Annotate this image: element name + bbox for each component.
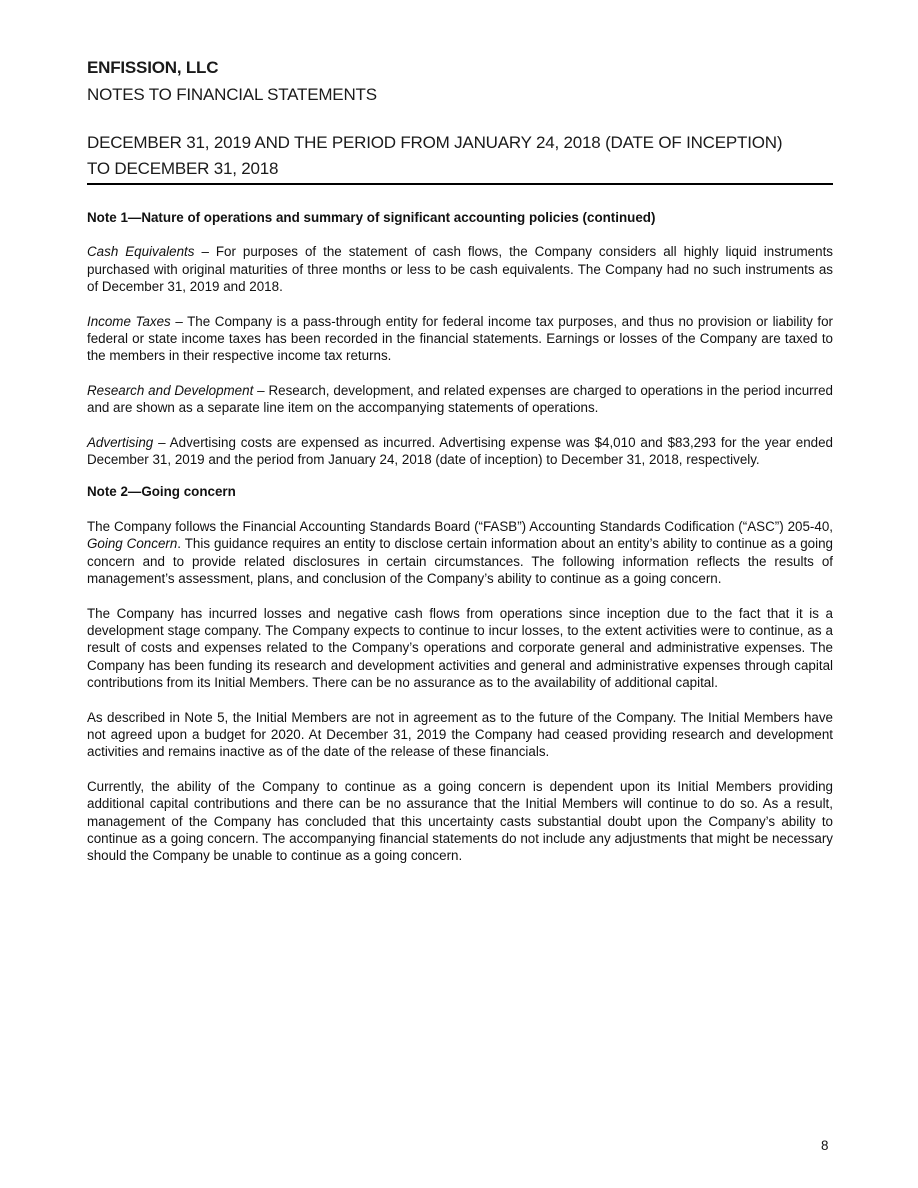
paragraph-research-development: [87, 382, 833, 417]
paragraph-income-taxes: [87, 313, 833, 365]
term-research-development: Research and Development: [87, 382, 254, 398]
text-going-concern-1b: . This guidance requires an entity to disclose certain information about an entity’s ability to continue as a going concern and to provide related disclosures in certain circumstances. The following information reflects the results of management’s assessment, plans, and conclusion of the Company’s ability to continue as a going concern.: [87, 536, 833, 587]
paragraph-going-concern-3: As described in Note 5, the Initial Members are not in agreement as to the future of the Company. The Initial Members have not agreed upon a budget for 2020. At December 31, 2019 the Company had ceased providing research and development activities and remains inactive as of the date of the release of these financials.: [87, 709, 833, 760]
paragraph-going-concern-4: Currently, the ability of the Company to continue as a going concern is dependent upon its Initial Members providing additional capital contributions and there can be no assurance that the Initial Members will continue to do so. As a result, management of the Company has concluded that this uncertainty casts substantial doubt upon the Company’s ability to continue as a going concern. The accompanying financial statements do not include any adjustments that might be necessary should the Company be unable to continue as a going concern.: [87, 778, 833, 864]
text-advertising: – Advertising costs are expensed as incurred. Advertising expense was $4,010 and $83,293 for the year ended December 31, 2019 and the period from January 24, 2018 (date of inception) to December 31, 2018, respectively.: [87, 434, 833, 468]
text-going-concern-1a: The Company follows the Financial Accounting Standards Board (“FASB”) Accounting Standards Codification (“ASC”) 205-40,: [87, 518, 833, 534]
text-research-development: – Research, development, and related expenses are charged to operations in the period incurred and are shown as a separate line item on the accompanying statements of operations.: [87, 382, 833, 416]
page-number: 8: [821, 1138, 829, 1153]
term-cash-equivalents: Cash Equivalents: [87, 244, 195, 260]
text-income-taxes: – The Company is a pass-through entity for federal income tax purposes, and thus no provision or liability for federal or state income taxes has been recorded in the financial statements. Earnings or losses of the Company are taxed to the members in their respective income tax returns.: [87, 313, 833, 364]
note-1-heading: Note 1—Nature of operations and summary of significant accounting policies (continued): [87, 210, 656, 225]
header-divider: [87, 183, 833, 185]
period-line-2: TO DECEMBER 31, 2018: [87, 159, 279, 178]
term-advertising: Advertising: [87, 434, 154, 450]
document-header: [87, 56, 833, 185]
company-name: ENFISSION, LLC: [87, 58, 219, 77]
document-page: [87, 56, 833, 865]
document-subtitle: NOTES TO FINANCIAL STATEMENTS: [87, 85, 377, 104]
paragraph-going-concern-2: The Company has incurred losses and negative cash flows from operations since inception due to the fact that it is a development stage company. The Company expects to continue to incur losses, to the extent activities were to continue, as a result of costs and expenses related to the Company’s operations and corporate general and administrative expenses. The Company has been funding its research and development activities and general and administrative expenses through capital contributions from its Initial Members. There can be no assurance as to the availability of additional capital.: [87, 605, 833, 691]
note-2-heading: Note 2—Going concern: [87, 484, 236, 500]
text-cash-equivalents: – For purposes of the statement of cash flows, the Company considers all highly liquid instruments purchased with original maturities of three months or less to be cash equivalents. The Company had no such instruments as of December 31, 2019 and 2018.: [87, 244, 833, 295]
paragraph-going-concern-1: [87, 518, 833, 588]
document-body: [87, 209, 833, 865]
term-income-taxes: Income Taxes: [87, 313, 171, 329]
term-going-concern: Going Concern: [87, 536, 178, 552]
period-line-1: DECEMBER 31, 2019 AND THE PERIOD FROM JANUARY 24, 2018 (DATE OF INCEPTION): [87, 133, 783, 152]
paragraph-cash-equivalents: [87, 243, 833, 295]
paragraph-advertising: [87, 434, 833, 469]
